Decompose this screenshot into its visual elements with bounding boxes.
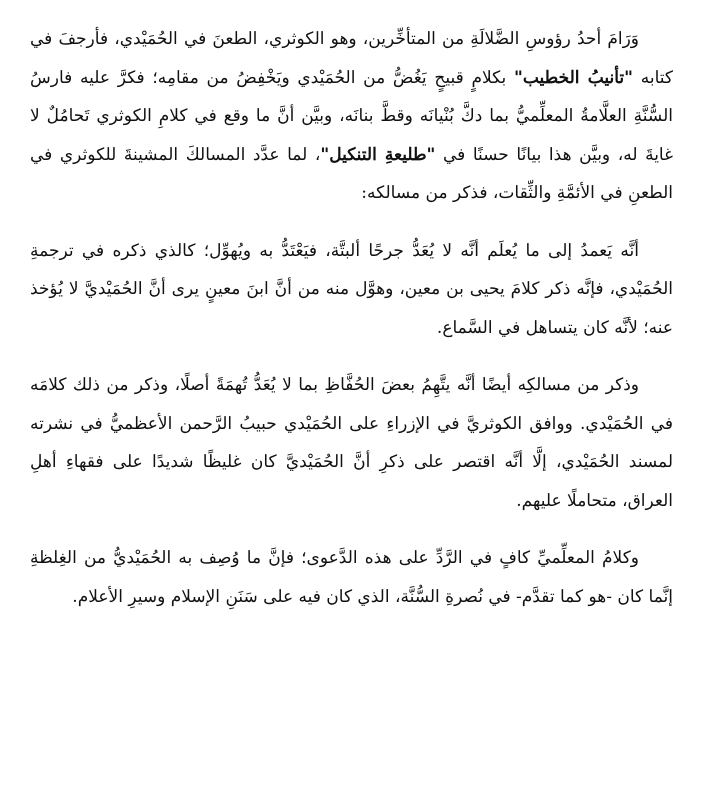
text-run: وَرَامَ أحدُ رؤوسِ الضَّلالَةِ من المتأخِّرين، وهو الكوثري، الطعنَ في الحُمَيْدي، فأرجفَ في كتابه [30, 29, 673, 88]
paragraph-2 [30, 232, 673, 348]
paragraph-4 [30, 539, 673, 616]
text-run: وذكر من مسالكِه أيضًا أنَّه يتَّهِمُ بعضَ الحُفَّاظِ بما لا يُعَدُّ تُهمَةً أصلًا، وذكر من ذلك كلامَه في الحُمَيْدي. ووافق الكوثريَّ في الإزراءِ على الحُمَيْدي حبيبُ الرَّحمن الأعظميُّ في نشرته لمسند الحُمَيْدي، إلَّا أنَّه اقتصر على ذكرِ أنَّ الحُمَيْديَّ كان غليظًا شديدًا على فقهاءِ أهلِ العراق، متحاملًا عليهم. [30, 375, 673, 511]
text-run: ، لما عدَّد المسالكَ المشينةَ للكوثري في الطعنِ في الأئمَّةِ والثِّقات، فذكر من مسالكه: [30, 144, 673, 203]
text-run: أنَّه يَعمدُ إلى ما يُعلَم أنَّه لا يُعَدُّ جرحًا ألبتَّة، فيَعْتَدُّ به ويُهوِّل؛ كالذي ذكره في ترجمةِ الحُمَيْدي، فإنَّه ذكر كلامَ يحيى بن معين، وهوَّل منه من أنَّ ابنَ معينٍ يرى أنَّ الحُمَيْديَّ لا يُؤخذ عنه؛ لأنَّه كان يتساهل في السَّماع. [30, 240, 673, 338]
paragraph-3 [30, 366, 673, 520]
text-run: وكلامُ المعلِّميِّ كافٍ في الرَّدِّ على هذه الدَّعوى؛ فإنَّ ما وُصِف به الحُمَيْديُّ من الغِلظةِ إنَّما كان -هو كما تقدَّم- في نُصرةِ السُّنَّة، الذي كان فيه على سَنَنِ الإسلام وسيرِ الأعلام. [30, 548, 673, 607]
paragraph-1 [30, 20, 673, 213]
text-run: بكلامٍ قبيحٍ يَغُضُّ من الحُمَيْدي ويَخْفِضُ من مقامِه؛ فكرَّ عليه فارسُ السُّنَّةِ العلَّامةُ المعلِّميُّ بما دكَّ بُنْيانَه وقطَّ بنانَه، وبيَّن أنَّ ما وقع في كلامِ الكوثري تَحامُلٌ لا غايةَ له، وبيَّن هذا بيانًا حسنًا في [30, 67, 674, 165]
book-title: "تأنيبُ الخطيب" [513, 67, 634, 88]
book-title: "طليعةِ التنكيل" [320, 144, 436, 165]
